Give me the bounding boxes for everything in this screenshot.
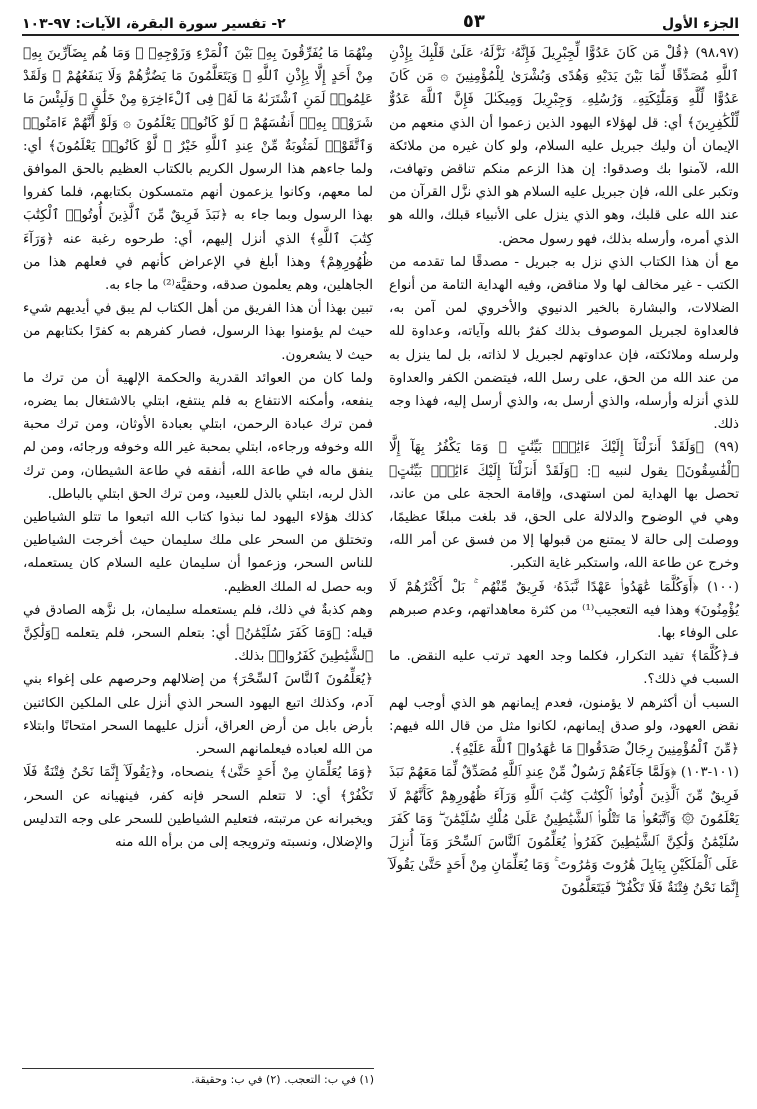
paragraph: وهم كذبةٌ في ذلك، فلم يستعمله سليمان، بل نزَّهه الصادق في قيله: ﴿وَمَا كَفَرَ سُلَيْمَٰنُ﴾ أي: بتعلم السحر، فلم يتعلمه ﴿وَلَٰكِنَّ ٱلشَّيَٰطِينَ كَفَرُوا۟﴾ بذلك. [23, 602, 373, 665]
paragraph: كذلك هؤلاء اليهود لما نبذوا كتاب الله اتبعوا ما تتلو الشياطين وتختلق من السحر على ملك سليمان حيث أخرجت الشياطين للناس السحر، وزعموا أن سليمان عليه السلام كان يستعمله، وبه حصل له الملك العظيم. [23, 510, 373, 595]
paragraph: (٩٨،٩٧) ﴿قُلْ مَن كَانَ عَدُوًّا لِّجِبْرِيلَ فَإِنَّهُۥ نَزَّلَهُۥ عَلَىٰ قَلْبِكَ بِإِذْنِ ٱللَّهِ مُصَدِّقًا لِّمَا بَيْنَ يَدَيْهِ وَهُدًى وَبُشْرَىٰ لِلْمُؤْمِنِينَ ۞ مَن كَانَ عَدُوًّا لِّلَّهِ وَمَلَٰٓئِكَتِهِۦ وَرُسُلِهِۦ وَجِبْرِيلَ وَمِيكَىٰلَ فَإِنَّ ٱللَّهَ عَدُوٌّ لِّلْكَٰفِرِينَ﴾ أي: قل لهؤلاء اليهود الذين زعموا أن الذي منعهم من الإيمان أن وليك جبريل عليه السلام، ولو كان غيره من ملائكة الله، لآمنوا بك وصدقوا: إن هذا الزعم منكم تناقض وتهافت، وتكبر على الله، فإن جبريل عليه السلام هو الذي نزَّل القرآن من عند الله على قلبك، وهو الذي ينزل على الأنبياء قبلك، والله هو الذي أمره، وأرسله بذلك، فهو رسول محض. [389, 46, 739, 247]
left-column [23, 42, 373, 901]
page-number: ٥٣ [462, 11, 485, 32]
paragraph: فـ﴿كُلَّمَا﴾ تفيد التكرار، فكلما وجد العهد ترتب عليه النقض. ما السبب في ذلك؟. [389, 649, 739, 688]
header-part-title: الجزء الأول [662, 16, 739, 32]
paragraph: السبب أن أكثرهم لا يؤمنون، فعدم إيمانهم هو الذي أوجب لهم نقض العهود، ولو صدق إيمانهم، لكانوا مثل من قال الله فيهم: ﴿مِّنَ ٱلْمُؤْمِنِينَ رِجَالٌ صَدَقُوا۟ مَا عَٰهَدُوا۟ ٱللَّهَ عَلَيْهِ﴾. [389, 695, 739, 758]
right-column [389, 42, 739, 901]
paragraph: ولما كان من العوائد القدرية والحكمة الإلهية أن من ترك ما ينفعه، وأمكنه الانتفاع به فلم ينتفع، ابتلي بالاشتغال بما يضره، فمن ترك عبادة الرحمن، ابتلي بعبادة الأوثان، ومن ترك محبة الله وخوفه ورجاءه، ابتلي بمحبة غير الله وخوفه ورجائه، ومن لم ينفق ماله في طاعة الله، أنفقه في طاعة الشيطان، ومن ترك الذل لربه، ابتلي بالذل للعبيد، ومن ترك الحق ابتلي بالباطل. [23, 370, 373, 502]
header-surah-title: ٢- تفسير سورة البقرة، الآيات: ٩٧-١٠٣ [22, 16, 286, 32]
text-columns [22, 42, 739, 901]
paragraph: (١٠٠) ﴿أَوَكُلَّمَا عَٰهَدُوا۟ عَهْدًا نَّبَذَهُۥ فَرِيقٌ مِّنْهُم ۚ بَلْ أَكْثَرُهُمْ لَا يُؤْمِنُونَ﴾ وهذا فيه التعجيب⁽¹⁾ من كثرة معاهداتهم، وعدم صبرهم على الوفاء بها. [389, 579, 739, 642]
paragraph: مع أن هذا الكتاب الذي نزل به جبريل - مصدقًا لما تقدمه من الكتب - غير مخالف لها ولا مناقض، وفيه الهداية التامة من أنواع الضلالات، والبشارة بالخير الدنيوي والأخروي لمن آمن به، فالعداوة لجبريل الموصوف بذلك كفرٌ بالله وآياته، وعداوة لله ولرسله وملائكته، فإن عداوتهم لجبريل لا لذاته، بل لما ينزل به من عند الله من الحق، على رسل الله، فيتضمن الكفر والعداوة للذي أنزله وأرسله، والذي أرسل به، والذي أرسل إليه، فهذا وجه ذلك. [389, 254, 739, 433]
paragraph: (١٠١-١٠٣) ﴿وَلَمَّا جَآءَهُمْ رَسُولٌ مِّنْ عِندِ ٱللَّهِ مُصَدِّقٌ لِّمَا مَعَهُمْ نَبَذَ فَرِيقٌ مِّنَ ٱلَّذِينَ أُوتُوا۟ ٱلْكِتَٰبَ كِتَٰبَ ٱللَّهِ وَرَآءَ ظُهُورِهِمْ كَأَنَّهُمْ لَا يَعْلَمُونَ ۞ وَٱتَّبَعُوا۟ مَا تَتْلُوا۟ ٱلشَّيَٰطِينُ عَلَىٰ مُلْكِ سُلَيْمَٰنَ ۖ وَمَا كَفَرَ سُلَيْمَٰنُ وَلَٰكِنَّ ٱلشَّيَٰطِينَ كَفَرُوا۟ يُعَلِّمُونَ ٱلنَّاسَ ٱلسِّحْرَ وَمَآ أُنزِلَ عَلَى ٱلْمَلَكَيْنِ بِبَابِلَ هَٰرُوتَ وَمَٰرُوتَ ۚ وَمَا يُعَلِّمَانِ مِنْ أَحَدٍ حَتَّىٰ يَقُولَآ إِنَّمَا نَحْنُ فِتْنَةٌ فَلَا تَكْفُرْ ۖ فَيَتَعَلَّمُونَ [389, 765, 739, 897]
paragraph: ﴿يُعَلِّمُونَ ٱلنَّاسَ ٱلسِّحْرَ﴾ من إضلالهم وحرصهم على إغواء بني آدم، وكذلك اتبع اليهود السحر الذي أنزل على الملكين الكائنين بأرض بابل من أرض العراق، أنزل عليهما السحر امتحانًا وابتلاء من الله لعباده فيعلمانهم السحر. [23, 672, 373, 758]
footnotes: (١) في ب: التعجب. (٢) في ب: وحقيقة. [22, 1068, 374, 1086]
page-header [22, 6, 739, 36]
paragraph: مِنْهُمَا مَا يُفَرِّقُونَ بِهِۦ بَيْنَ ٱلْمَرْءِ وَزَوْجِهِۦ ۚ وَمَا هُم بِضَآرِّينَ بِهِۦ مِنْ أَحَدٍ إِلَّا بِإِذْنِ ٱللَّهِ ۚ وَيَتَعَلَّمُونَ مَا يَضُرُّهُمْ وَلَا يَنفَعُهُمْ ۚ وَلَقَدْ عَلِمُوا۟ لَمَنِ ٱشْتَرَىٰهُ مَا لَهُۥ فِى ٱلْءَاخِرَةِ مِنْ خَلَٰقٍ ۚ وَلَبِئْسَ مَا شَرَوْا۟ بِهِۦٓ أَنفُسَهُمْ ۚ لَوْ كَانُوا۟ يَعْلَمُونَ ۞ وَلَوْ أَنَّهُمْ ءَامَنُوا۟ وَٱتَّقَوْا۟ لَمَثُوبَةٌ مِّنْ عِندِ ٱللَّهِ خَيْرٌ ۖ لَّوْ كَانُوا۟ يَعْلَمُونَ﴾ أي: ولما جاءهم هذا الرسول الكريم بالكتاب العظيم بالحق الموافق لما معهم، وكانوا يزعمون أنهم متمسكون بكتابهم، فلما كفروا بهذا الرسول وبما جاء به ﴿نَبَذَ فَرِيقٌ مِّنَ ٱلَّذِينَ أُوتُوا۟ ٱلْكِتَٰبَ كِتَٰبَ ٱللَّهِ﴾ الذي أنزل إليهم، أي: طرحوه رغبة عنه ﴿وَرَآءَ ظُهُورِهِمْ﴾ وهذا أبلغ في الإعراض كأنهم في فعلهم هذا من الجاهلين، وهم يعلمون صدقه، وحقيَّة⁽²⁾ ما جاء به. [23, 46, 373, 294]
paragraph: ﴿وَمَا يُعَلِّمَانِ مِنْ أَحَدٍ حَتَّىٰ﴾ ينصحاه، و﴿يَقُولَآ إِنَّمَا نَحْنُ فِتْنَةٌ فَلَا تَكْفُرْ﴾ أي: لا تتعلم السحر فإنه كفر، فينهيانه عن السحر، ويخبرانه عن مرتبته، فتعليم الشياطين للسحر على وجه التدليس والإضلال، ونسبته وترويجه إلى من برأه الله منه [23, 765, 373, 850]
paragraph: (٩٩) ﴿وَلَقَدْ أَنزَلْنَآ إِلَيْكَ ءَايَٰتٍۭ بَيِّنَٰتٍ ۖ وَمَا يَكْفُرُ بِهَآ إِلَّا ٱلْفَٰسِقُونَ﴾ يقول لنبيه ﷺ: ﴿وَلَقَدْ أَنزَلْنَآ إِلَيْكَ ءَايَٰتٍۭ بَيِّنَٰتٍ﴾ تحصل بها الهداية لمن استهدى، وإقامة الحجة على من عاند، وهي في الوضوح والدلالة على الحق، قد بلغت مبلغًا عظيمًا، ووصلت إلى حالة لا يمتنع من قبولها إلا من فسق عن أمر الله، وخرج عن طاعة الله، واستكبر غاية التكبر. [389, 440, 739, 572]
paragraph: تبين بهذا أن هذا الفريق من أهل الكتاب لم يبق في أيديهم شيء حيث لم يؤمنوا بهذا الرسول، فصار كفرهم به كفرًا بكتابهم من حيث لا يشعرون. [23, 301, 373, 363]
